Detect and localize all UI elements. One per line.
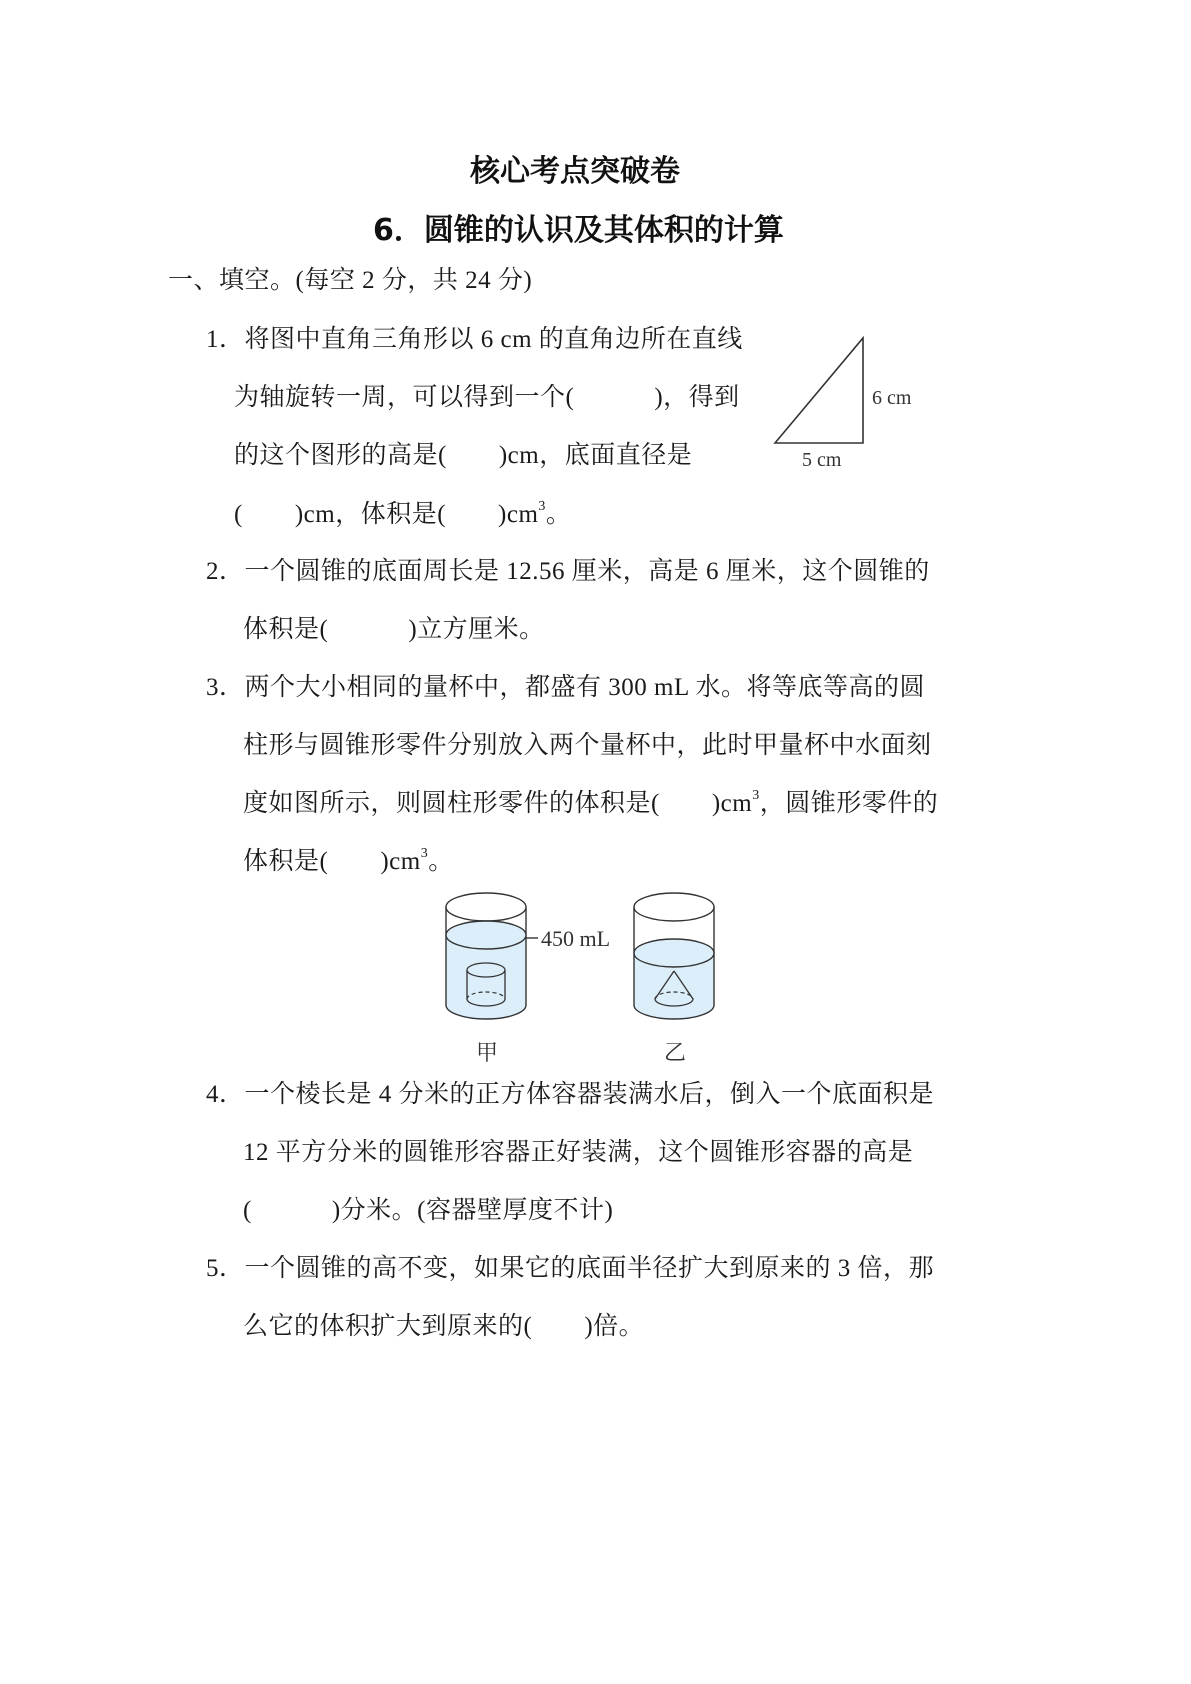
question-3-line-3: 度如图所示，则圆柱形零件的体积是( )$cm^3$，圆锥形零件的: [243, 788, 939, 817]
question-number: 4．: [206, 1081, 245, 1108]
page-title: 核心考点突破卷: [470, 154, 680, 189]
question-4-line-3: ( )分米。(容器壁厚度不计): [243, 1197, 614, 1224]
question-1-line-1: 1．将图中直角三角形以 6 cm 的直角边所在直线: [206, 326, 743, 353]
question-5-line-2: 么它的体积扩大到原来的( )倍。: [243, 1313, 645, 1340]
question-2-line-2: 体积是( )立方厘米。: [243, 616, 545, 643]
cup-b-with-cone: [634, 893, 714, 1019]
cup-b-label: 乙: [664, 1040, 687, 1065]
question-1-line-2: 为轴旋转一周，可以得到一个( )，得到: [234, 384, 740, 411]
right-triangle-figure: [760, 320, 940, 480]
question-4-line-2: 12 平方分米的圆锥形容器正好装满，这个圆锥形容器的高是: [243, 1139, 914, 1166]
cup-a-with-cylinder: [446, 893, 610, 1019]
question-number: 5．: [206, 1255, 245, 1282]
question-3-line-2: 柱形与圆锥形零件分别放入两个量杯中，此时甲量杯中水面刻: [243, 732, 932, 759]
question-3-line-1: 3．两个大小相同的量杯中，都盛有 300 mL 水。将等底等高的圆: [206, 674, 926, 701]
water-level-label: 450 mL: [541, 926, 611, 951]
question-5-line-1: 5．一个圆锥的高不变，如果它的底面半径扩大到原来的 3 倍，那: [206, 1255, 935, 1282]
question-number: 3．: [206, 674, 245, 701]
question-4-line-1: 4．一个棱长是 4 分米的正方体容器装满水后，倒入一个底面积是: [206, 1081, 935, 1108]
section-heading: 一、填空。(每空 2 分，共 24 分): [168, 267, 533, 294]
question-2-line-1: 2．一个圆锥的底面周长是 12.56 厘米，高是 6 厘米，这个圆锥的: [206, 558, 930, 585]
horizontal-side-label: 5 cm: [802, 449, 842, 471]
measuring-cups-figure: [430, 890, 760, 1070]
question-number: 1．: [206, 326, 245, 353]
vertical-side-label: 6 cm: [872, 387, 912, 409]
question-1-line-4: ( )cm，体积是( )$cm^3$。: [234, 499, 572, 528]
question-3-line-4: 体积是( )$cm^3$。: [243, 846, 454, 875]
page-subtitle: 6．圆锥的认识及其体积的计算: [373, 213, 784, 248]
question-1-line-3: 的这个图形的高是( )cm，底面直径是: [234, 442, 693, 469]
question-number: 2．: [206, 558, 245, 585]
cup-a-label: 甲: [476, 1040, 499, 1065]
